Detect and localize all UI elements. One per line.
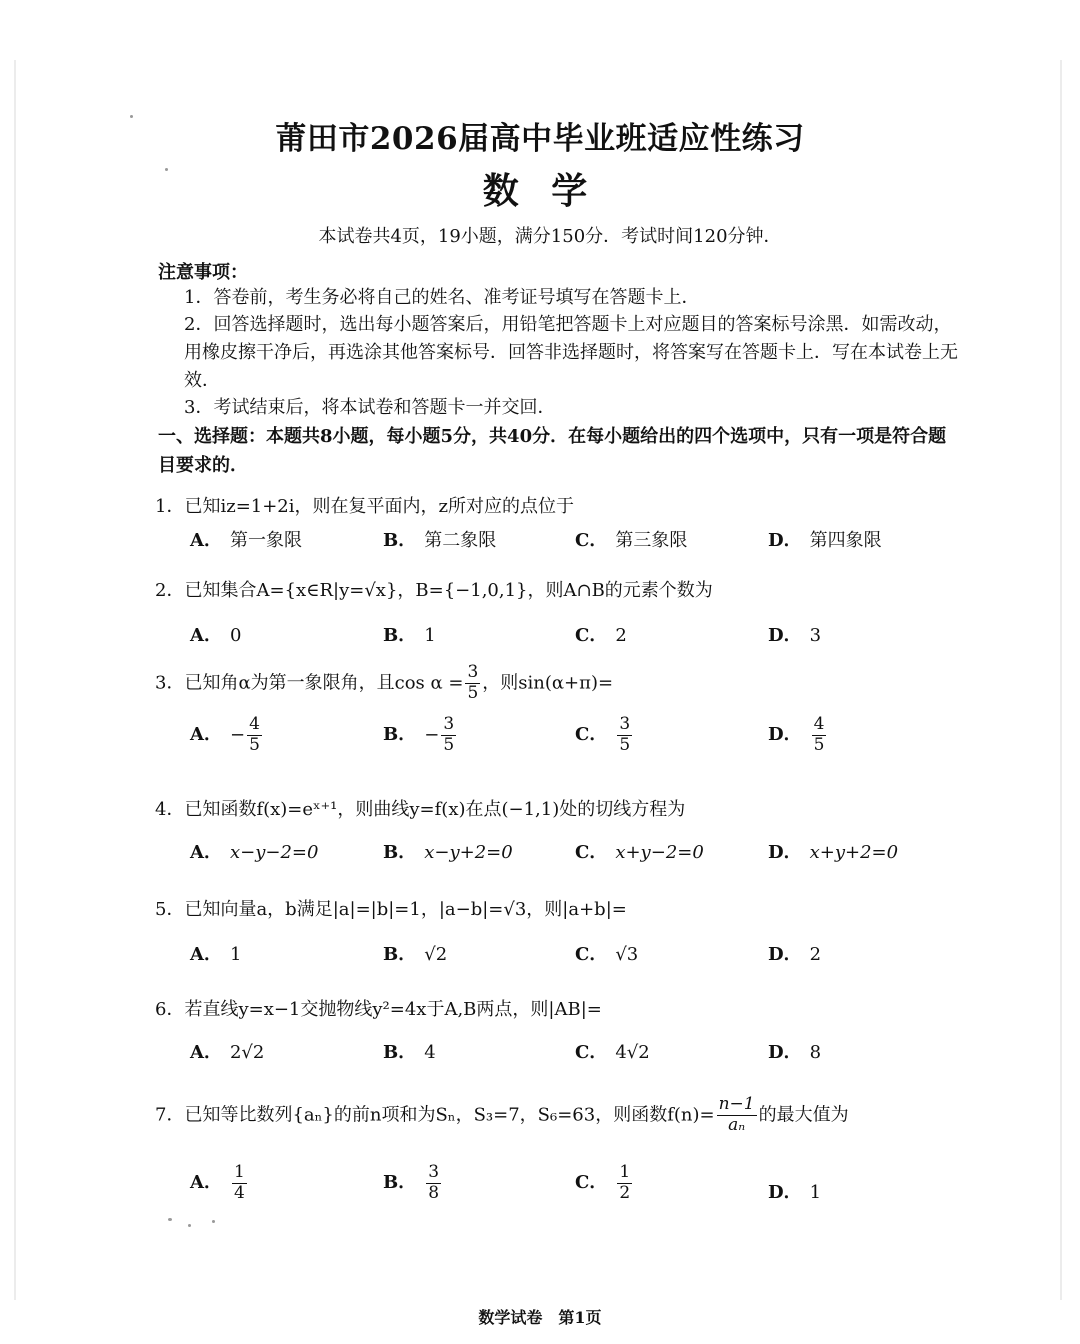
option-label: D． xyxy=(768,1182,802,1203)
option-label: D． xyxy=(768,1042,802,1063)
option-b xyxy=(383,526,496,552)
question-6-options xyxy=(190,1038,960,1090)
option-label: C． xyxy=(575,1042,608,1063)
question-number: 7． xyxy=(155,1104,185,1126)
scan-edge-left xyxy=(14,60,16,1300)
option-label: B． xyxy=(383,724,417,746)
option-label: C． xyxy=(575,530,608,551)
question-4 xyxy=(155,795,685,821)
page-footer: 数学试卷 第1页 xyxy=(478,1308,602,1327)
question-stem: 已知等比数列{aₙ}的前n项和为Sₙ，S₃=7，S₆=63，则函数f(n)= xyxy=(184,1104,715,1126)
question-stem: 若直线y=x−1交抛物线y²=4x于A,B两点，则|AB|= xyxy=(184,999,602,1020)
option-b xyxy=(383,1164,443,1203)
option-c xyxy=(575,526,687,552)
fraction-denominator: 5 xyxy=(443,734,455,755)
option-text: √2 xyxy=(424,944,448,965)
option-text: 2 xyxy=(615,625,627,646)
fraction-denominator: 5 xyxy=(619,734,631,755)
fraction xyxy=(812,716,827,755)
option-a xyxy=(190,526,302,552)
notice-item-1 xyxy=(158,284,958,312)
option-label: A． xyxy=(190,625,222,646)
question-number: 4． xyxy=(155,799,185,820)
question-5 xyxy=(155,895,627,921)
option-b xyxy=(383,621,436,647)
option-c xyxy=(575,1038,650,1064)
option-label: B． xyxy=(383,842,417,863)
question-7-options xyxy=(190,1164,960,1216)
question-3-options xyxy=(190,716,960,768)
option-label: A． xyxy=(190,944,222,965)
option-a xyxy=(190,838,318,864)
fraction xyxy=(441,716,456,755)
option-label: A． xyxy=(190,1042,222,1063)
fraction-denominator: 5 xyxy=(467,682,479,703)
notice-item-2 xyxy=(158,311,958,395)
question-6 xyxy=(155,995,602,1021)
option-label: D． xyxy=(768,625,802,646)
question-1 xyxy=(155,492,574,518)
option-d xyxy=(768,716,828,755)
option-label: B． xyxy=(383,530,417,551)
fraction-denominator: 8 xyxy=(428,1182,440,1203)
option-text: 第二象限 xyxy=(424,530,497,551)
notice-heading: 注意事项： xyxy=(158,262,248,283)
option-a xyxy=(190,1164,249,1203)
question-stem-tail: ，则sin(α+π)= xyxy=(482,672,614,694)
option-text: 第一象限 xyxy=(229,530,302,551)
fraction-numerator: 3 xyxy=(428,1162,440,1182)
option-label: A． xyxy=(190,1172,222,1194)
notice-text: 3．考试结束后，将本试卷和答题卡一并交回． xyxy=(184,397,556,418)
option-c xyxy=(575,716,634,755)
question-stem: 已知角α为第一象限角，且cos α = xyxy=(184,672,464,694)
question-3 xyxy=(155,664,613,703)
option-label: B． xyxy=(383,1172,417,1194)
question-number: 3． xyxy=(155,672,185,694)
option-label: A． xyxy=(190,530,222,551)
fraction xyxy=(717,1096,757,1135)
option-b xyxy=(383,940,447,966)
option-label: C． xyxy=(575,724,608,746)
question-2 xyxy=(155,576,713,602)
fraction xyxy=(426,1164,441,1203)
option-text: 1 xyxy=(424,625,436,646)
option-label: C． xyxy=(575,842,608,863)
exam-info: 本试卷共4页，19小题，满分150分．考试时间120分钟． xyxy=(318,226,782,247)
option-text: x+y−2=0 xyxy=(615,842,704,863)
fraction xyxy=(617,1164,632,1203)
option-d xyxy=(768,838,898,864)
scan-speck xyxy=(168,1218,172,1221)
option-text: 第三象限 xyxy=(615,530,688,551)
option-label: C． xyxy=(575,1172,608,1194)
option-label: A． xyxy=(190,724,222,746)
option-text: 1 xyxy=(229,944,242,965)
option-d xyxy=(768,940,821,966)
option-d xyxy=(768,1178,821,1204)
option-sign: − xyxy=(229,724,246,746)
fraction-numerator: 3 xyxy=(467,662,479,682)
option-label: B． xyxy=(383,944,417,965)
fraction-denominator: 5 xyxy=(813,734,825,755)
fraction-denominator: 2 xyxy=(619,1182,631,1203)
option-label: D． xyxy=(768,944,802,965)
question-5-options xyxy=(190,940,960,992)
option-b xyxy=(383,716,458,755)
fraction xyxy=(247,716,262,755)
fraction-denominator: 4 xyxy=(233,1182,245,1203)
fraction xyxy=(232,1164,247,1203)
option-d xyxy=(768,621,821,647)
fraction-numerator: 4 xyxy=(249,714,260,734)
scan-edge-right xyxy=(1060,60,1062,1300)
exam-title: 莆田市2026届高中毕业班适应性练习 xyxy=(275,121,805,157)
subject-title: 数 学 xyxy=(482,170,598,212)
fraction-numerator: 3 xyxy=(619,714,631,734)
fraction-numerator: 1 xyxy=(233,1162,245,1182)
option-b xyxy=(383,838,513,864)
option-sign: − xyxy=(424,724,440,746)
question-stem: 已知向量a，b满足|a|=|b|=1，|a−b|=√3，则|a+b|= xyxy=(184,899,627,920)
option-label: D． xyxy=(768,842,802,863)
option-b xyxy=(383,1038,436,1064)
question-7 xyxy=(155,1096,849,1135)
question-number: 6． xyxy=(155,999,185,1020)
fraction-numerator: 1 xyxy=(619,1162,631,1182)
question-stem: 已知iz=1+2i，则在复平面内，z所对应的点位于 xyxy=(184,496,575,517)
notice-text: 2．回答选择题时，选出每小题答案后，用铅笔把答题卡上对应题目的答案标号涂黑．如需改动，用橡皮擦干净后，再选涂其他答案标号．回答非选择题时，将答案写在答题卡上．写在本试卷上无效． xyxy=(184,314,958,391)
option-d xyxy=(768,1038,821,1064)
option-text: √3 xyxy=(615,944,639,965)
question-stem: 已知集合A={x∈R|y=√x}，B={−1,0,1}，则A∩B的元素个数为 xyxy=(184,580,713,601)
option-text: 0 xyxy=(229,625,242,646)
option-c xyxy=(575,621,627,647)
option-c xyxy=(575,1164,634,1203)
question-1-options xyxy=(190,526,960,578)
option-a xyxy=(190,716,264,755)
option-a xyxy=(190,1038,264,1064)
question-4-options xyxy=(190,838,960,890)
option-text: x−y−2=0 xyxy=(229,842,319,863)
option-label: D． xyxy=(768,724,802,746)
question-stem: 已知函数f(x)=eˣ⁺¹，则曲线y=f(x)在点(−1,1)处的切线方程为 xyxy=(184,799,686,820)
question-number: 1． xyxy=(155,496,185,517)
fraction-denominator: aₙ xyxy=(728,1114,746,1135)
notice-item-3 xyxy=(158,394,958,422)
option-text: 2√2 xyxy=(229,1042,265,1063)
option-text: 8 xyxy=(809,1042,822,1063)
option-text: 1 xyxy=(809,1182,822,1203)
option-text: 4 xyxy=(424,1042,436,1063)
fraction xyxy=(465,664,480,703)
option-text: 2 xyxy=(809,944,822,965)
fraction-denominator: 5 xyxy=(249,734,260,755)
fraction-numerator: n−1 xyxy=(718,1094,755,1114)
option-label: B． xyxy=(383,625,417,646)
fraction-numerator: 4 xyxy=(813,714,825,734)
option-label: A． xyxy=(190,842,222,863)
scan-speck xyxy=(212,1220,215,1223)
question-number: 5． xyxy=(155,899,185,920)
option-text: x−y+2=0 xyxy=(424,842,513,863)
fraction xyxy=(617,716,632,755)
notice-text: 1．答卷前，考生务必将自己的姓名、准考证号填写在答题卡上． xyxy=(184,287,700,308)
option-a xyxy=(190,621,241,647)
scan-speck xyxy=(188,1224,191,1227)
option-text: 3 xyxy=(809,625,822,646)
fraction-numerator: 3 xyxy=(443,714,455,734)
option-label: B． xyxy=(383,1042,417,1063)
question-stem-tail: 的最大值为 xyxy=(758,1104,849,1126)
question-number: 2． xyxy=(155,580,185,601)
option-label: D． xyxy=(768,530,802,551)
option-label: C． xyxy=(575,625,608,646)
section-heading: 一、选择题：本题共8小题，每小题5分，共40分．在每小题给出的四个选项中，只有一项是符合题目要求的． xyxy=(158,426,947,476)
option-d xyxy=(768,526,882,552)
option-a xyxy=(190,940,241,966)
option-c xyxy=(575,940,638,966)
option-text: 第四象限 xyxy=(809,530,882,551)
option-text: x+y+2=0 xyxy=(809,842,899,863)
option-label: C． xyxy=(575,944,608,965)
option-text: 4√2 xyxy=(615,1042,650,1063)
option-c xyxy=(575,838,704,864)
